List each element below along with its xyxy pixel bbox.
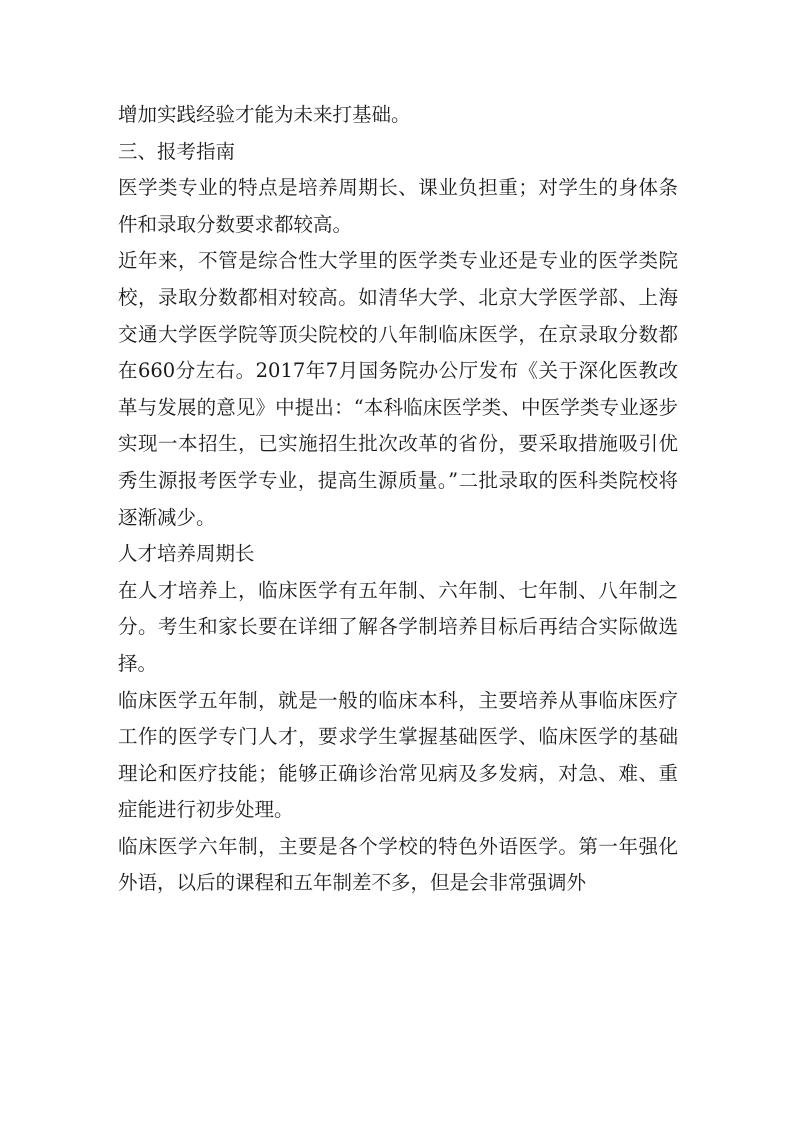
paragraph-1: 增加实践经验才能为未来打基础。 bbox=[118, 103, 411, 126]
subheading-training-cycle: 人才培养周期长 bbox=[118, 542, 255, 566]
document-body bbox=[118, 97, 678, 902]
paragraph-6: 在人才培养上，临床医学有五年制、六年制、七年制、八年制之分。考生和家长要在详细了解各学制培养目标后再结合实际做选择。 bbox=[118, 578, 678, 675]
paragraph-3: 医学类专业的特点是培养周期长、课业负担重；对学生的身体条件和录取分数要求都较高。 bbox=[118, 176, 678, 236]
section-heading-report-guide: 三、报考指南 bbox=[118, 139, 236, 163]
paragraph-7: 临床医学五年制，就是一般的临床本科，主要培养从事临床医疗工作的医学专门人才，要求学生掌握基础医学、临床医学的基础理论和医疗技能；能够正确诊治常见病及多发病，对急、难、重症能进行初步处理。 bbox=[118, 688, 678, 822]
paragraph-8: 临床医学六年制，主要是各个学校的特色外语医学。第一年强化外语，以后的课程和五年制差不多，但是会非常强调外 bbox=[118, 834, 678, 895]
paragraph-4: 近年来，不管是综合性大学里的医学类专业还是专业的医学类院校，录取分数都相对较高。如清华大学、北京大学医学部、上海交通大学医学院等顶尖院校的八年制临床医学，在京录取分数都在660分左右。2017年7月国务院办公厅发布《关于深化医教改革与发展的意见》中提出：“本科临床医学类、中医学类专业逐步实现一本招生，已实施招生批次改革的省份，要采取措施吸引优秀生源报考医学专业，提高生源质量。”二批录取的医科类院校将逐渐减少。 bbox=[118, 249, 678, 529]
